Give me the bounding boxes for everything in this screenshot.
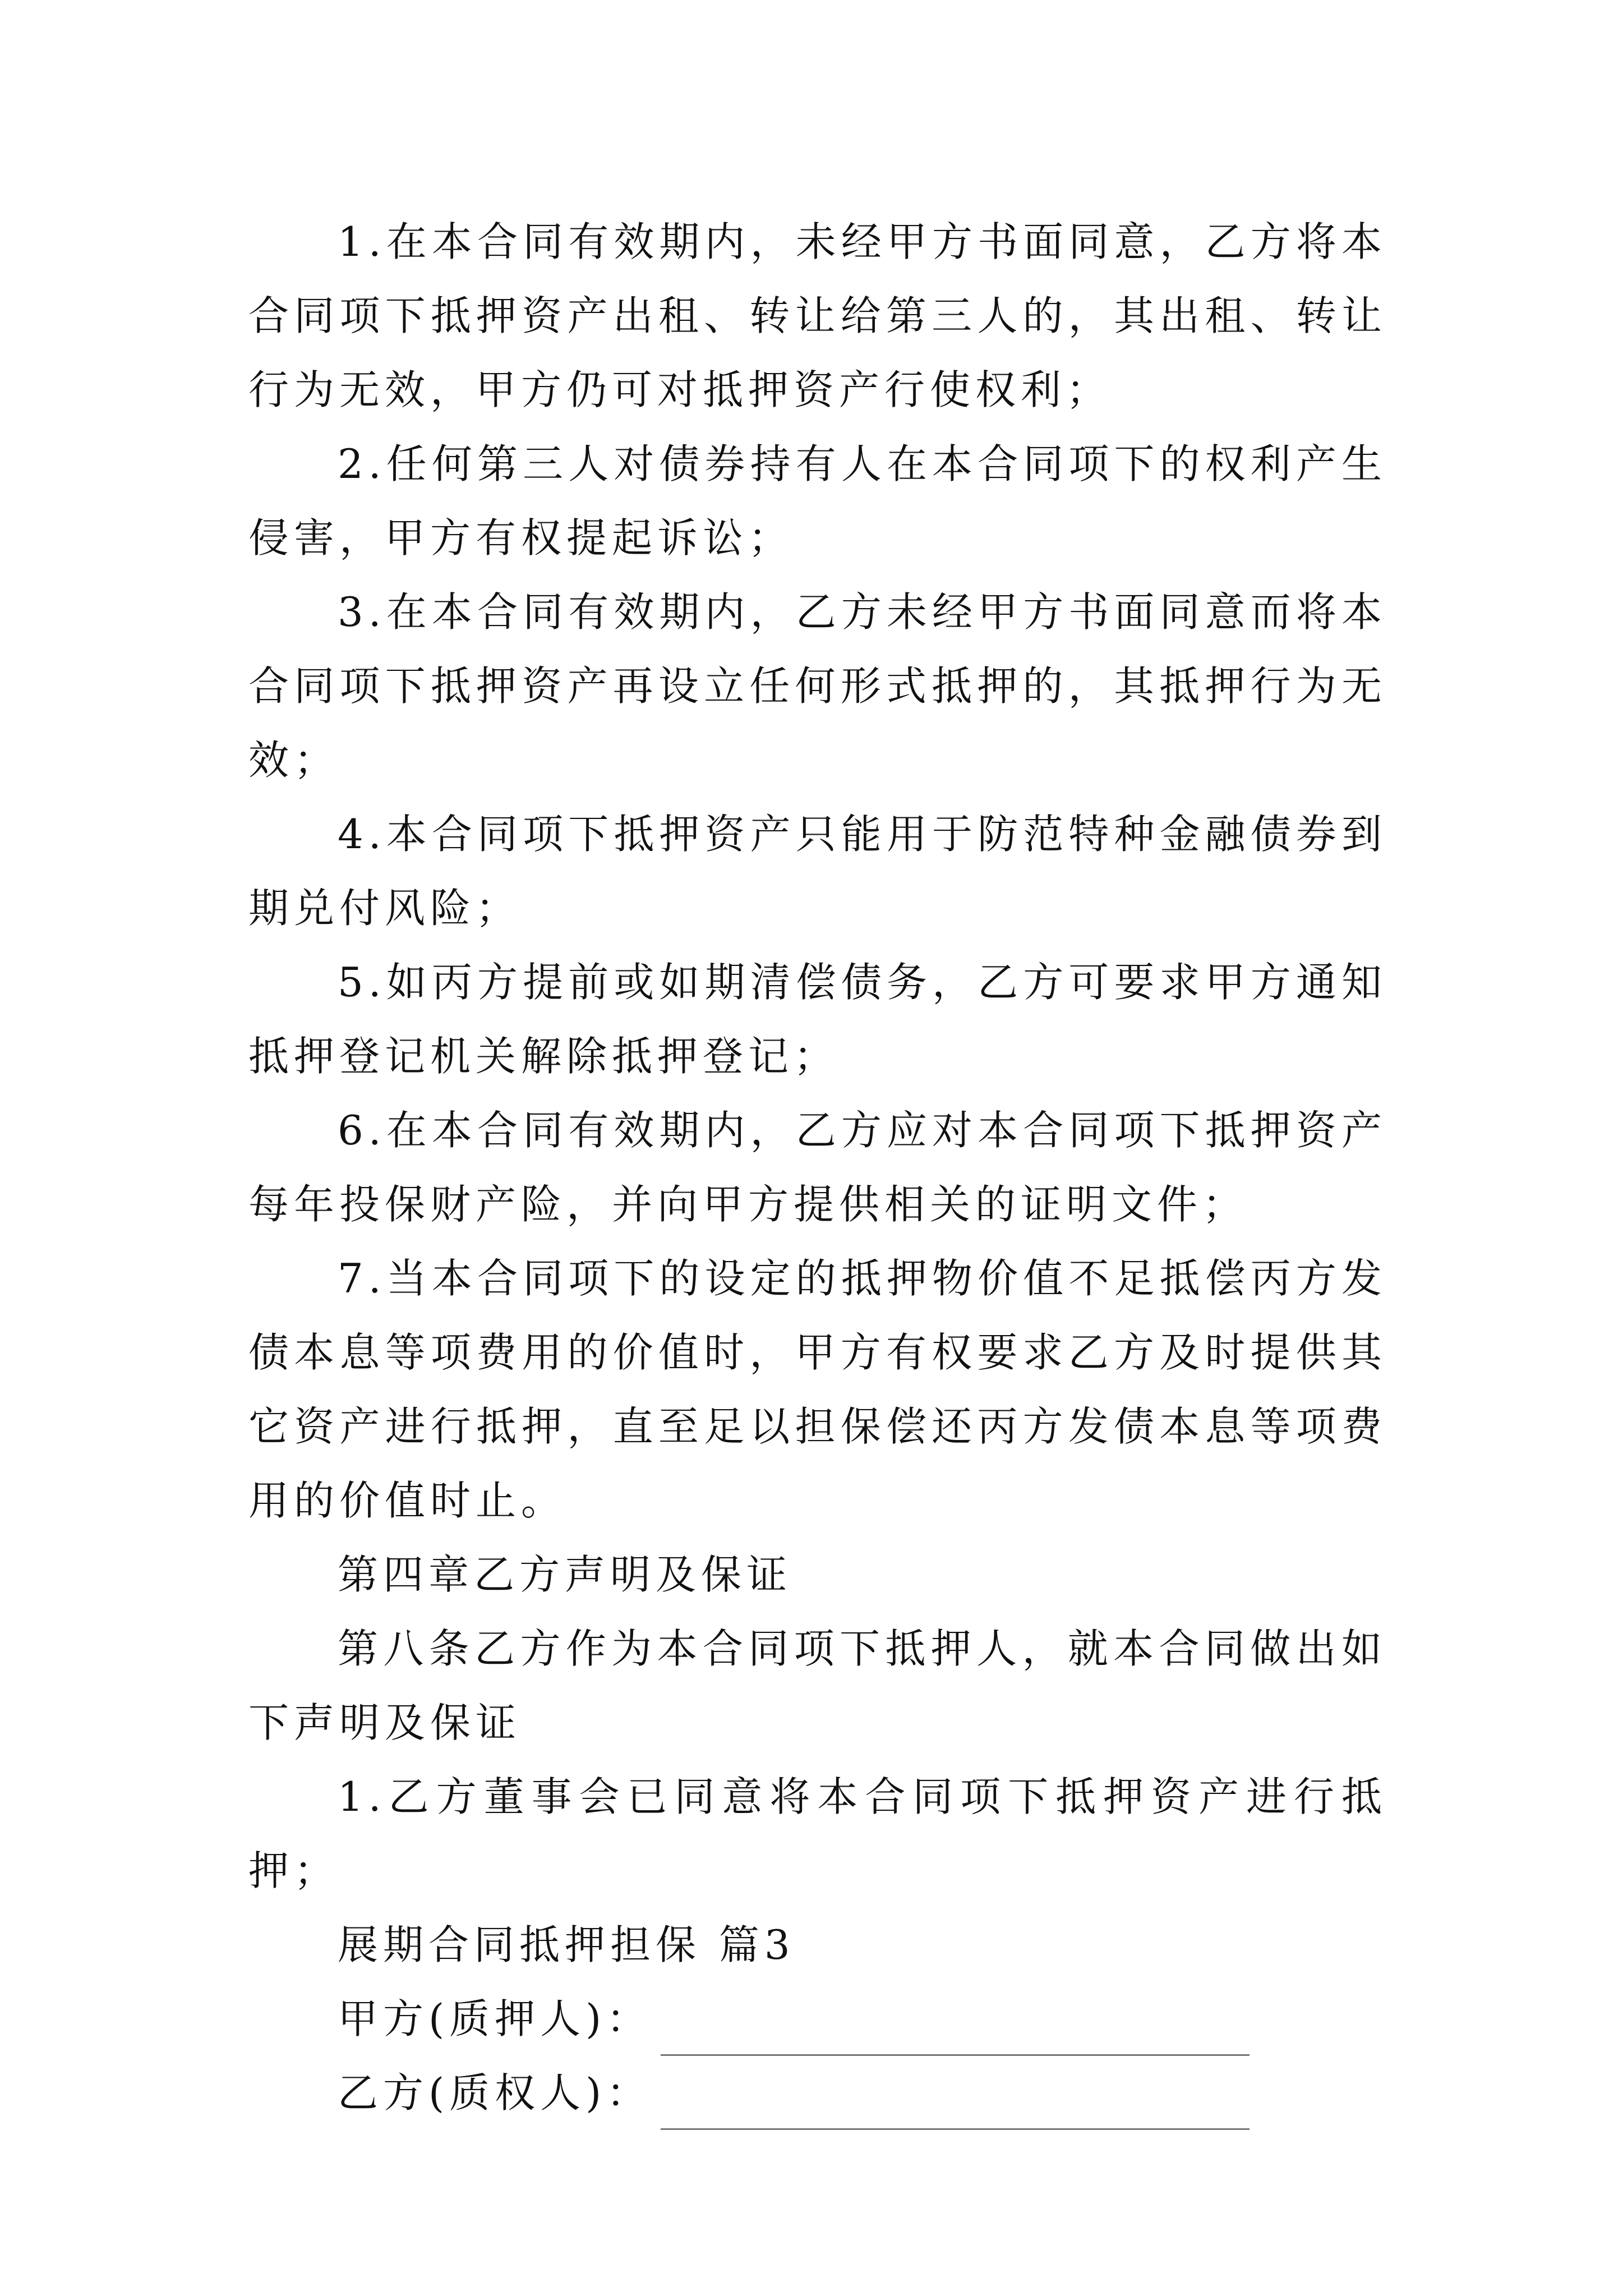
- declaration-1: 1.乙方董事会已同意将本合同项下抵押资产进行抵押；: [248, 1773, 1387, 1894]
- clause-7: 7.当本合同项下的设定的抵押物价值不足抵偿丙方发债本息等项费用的价值时，甲方有权要求乙方及时提供其它资产进行抵押，直至足以担保偿还丙方发债本息等项费用的价值时止。: [248, 1255, 1387, 1524]
- clause-6: 6.在本合同有效期内，乙方应对本合同项下抵押资产每年投保财产险，并向甲方提供相关的证明文件；: [248, 1107, 1387, 1228]
- document-body: [248, 205, 1387, 2130]
- section-title: 展期合同抵押担保 篇3: [338, 1921, 795, 1968]
- article-eight: 第八条乙方作为本合同项下抵押人，就本合同做出如下声明及保证: [248, 1625, 1387, 1746]
- clause-1: 1.在本合同有效期内，未经甲方书面同意，乙方将本合同项下抵押资产出租、转让给第三人的，其出租、转让行为无效，甲方仍可对抵押资产行使权利；: [248, 218, 1387, 413]
- pledgor-blank-line[interactable]: [661, 1999, 1249, 2056]
- chapter-heading: 第四章乙方声明及保证: [338, 1551, 792, 1598]
- clause-3: 3.在本合同有效期内，乙方未经甲方书面同意而将本合同项下抵押资产再设立任何形式抵押的，其抵押行为无效；: [248, 588, 1387, 784]
- pledgor-field: [248, 1982, 1387, 2056]
- clause-4: 4.本合同项下抵押资产只能用于防范特种金融债券到期兑付风险；: [248, 811, 1387, 932]
- pledgee-field: [248, 2056, 1387, 2130]
- pledgee-label: 乙方(质权人)：: [338, 2069, 652, 2116]
- pledgor-label: 甲方(质押人)：: [338, 1995, 652, 2042]
- clause-5: 5.如丙方提前或如期清偿债务，乙方可要求甲方通知抵押登记机关解除抵押登记；: [248, 959, 1387, 1080]
- clause-2: 2.任何第三人对债券持有人在本合同项下的权利产生侵害，甲方有权提起诉讼；: [248, 440, 1387, 562]
- pledgee-blank-line[interactable]: [661, 2073, 1249, 2130]
